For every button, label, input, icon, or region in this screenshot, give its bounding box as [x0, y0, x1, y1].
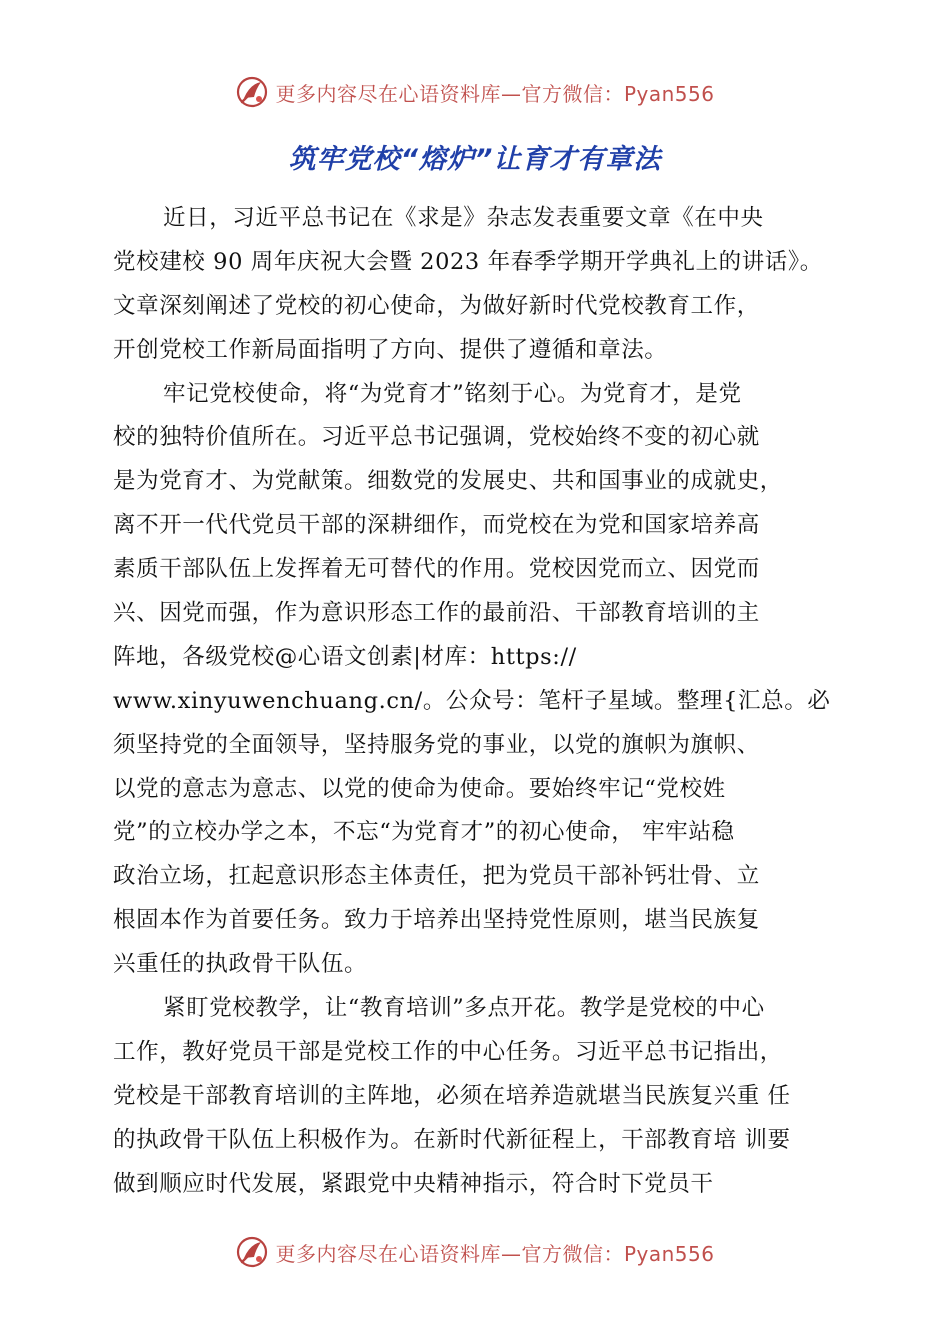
- text-line: 兴、因党而强，作为意识形态工作的最前沿、干部教育培训的主: [113, 600, 760, 627]
- text-line: 根固本作为首要任务。致力于培养出坚持党性原则，堪当民族复: [113, 907, 760, 934]
- footer-banner: [0, 1230, 950, 1274]
- text-line: 以党的意志为意志、以党的使命为使命。要始终牢记“党校姓: [113, 775, 726, 802]
- text-line: 党校建校 90 周年庆祝大会暨 2023 年春季学期开学典礼上的讲话》。: [113, 248, 823, 275]
- brand-logo-icon: [235, 75, 269, 109]
- text-line: 近日，习近平总书记在《求是》杂志发表重要文章《在中央: [163, 205, 764, 231]
- text-line: 是为党育才、为党献策。细数党的发展史、共和国事业的成就史，: [113, 468, 783, 495]
- text-line: 党”的立校办学之本，不忘“为党育才”的初心使命， 牢牢站稳: [113, 819, 735, 846]
- text-line: 党校是干部教育培训的主阵地，必须在培养造就堪当民族复兴重 任: [113, 1082, 791, 1109]
- text-line: 离不开一代代党员干部的深耕细作，而党校在为党和国家培养高: [113, 512, 760, 539]
- text-line: 政治立场，扛起意识形态主体责任，把为党员干部补钙壮骨、立: [113, 863, 760, 890]
- article-title: 筑牢党校“熔炉”让育才有章法: [288, 144, 662, 175]
- text-line: 开创党校工作新局面指明了方向、提供了遵循和章法。: [113, 336, 668, 363]
- text-line: 阵地，各级党校@心语文创素|材库：https://: [113, 643, 577, 670]
- brand-logo-icon: [235, 1235, 269, 1269]
- text-line: 的执政骨干队伍上积极作为。在新时代新征程上，干部教育培 训要: [113, 1126, 791, 1153]
- text-line: 须坚持党的全面领导，坚持服务党的事业，以党的旗帜为旗帜、: [113, 731, 760, 758]
- header-banner-text: 更多内容尽在心语资料库—官方微信：Pyan556: [275, 81, 715, 106]
- text-line: 做到顺应时代发展，紧跟党中央精神指示，符合时下党员干: [113, 1170, 714, 1197]
- text-line: 校的独特价值所在。习近平总书记强调，党校始终不变的初心就: [113, 424, 760, 451]
- text-line: 工作，教好党员干部是党校工作的中心任务。习近平总书记指出，: [113, 1038, 783, 1065]
- text-line: 紧盯党校教学，让“教育培训”多点开花。教学是党校的中心: [163, 995, 765, 1022]
- text-line: 牢记党校使命，将“为党育才”铭刻于心。为党育才，是党: [163, 380, 742, 407]
- text-line: www.xinyuwenchuang.cn/。公众号：笔杆子星域。整理{汇总。必: [113, 687, 831, 714]
- text-line: 素质干部队伍上发挥着无可替代的作用。党校因党而立、因党而: [113, 556, 760, 583]
- article-body: [113, 197, 843, 1206]
- text-line: 文章深刻阐述了党校的初心使命，为做好新时代党校教育工作，: [113, 292, 760, 319]
- header-banner: [0, 70, 950, 114]
- footer-banner-text: 更多内容尽在心语资料库—官方微信：Pyan556: [275, 1241, 715, 1266]
- text-line: 兴重任的执政骨干队伍。: [113, 951, 368, 978]
